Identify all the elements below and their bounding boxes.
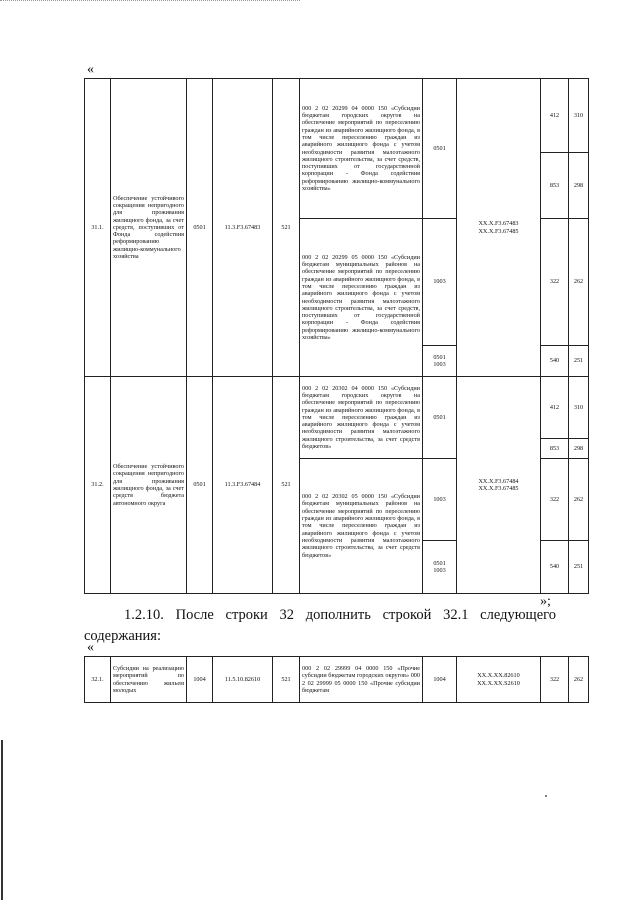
section-code: 1004: [423, 657, 457, 703]
value-cell: 262: [569, 657, 589, 703]
revenue-code: 000 2 02 20299 05 0000 150 «Субсидии бюджетам муниципальных районов на обеспечение мероприятий по переселению граждан из аварийного жилищного фонда, в том числе переселению граждан из аварийного жилищного фонда с учетом необходимости развития малоэтажного жилищного строительства, за счет средств, поступивших от государственной корпорации - Фонда содействия реформированию жилищно-коммунального хозяйства»: [300, 219, 423, 377]
value-cell: 412: [541, 79, 569, 153]
expense-type: 521: [273, 657, 300, 703]
value-cell: 853: [541, 153, 569, 219]
target-article: 11.3.F3.67484: [213, 377, 273, 594]
value-cell: 853: [541, 439, 569, 459]
value-cell: 310: [569, 377, 589, 439]
value-cell: 251: [569, 346, 589, 377]
amendment-line-2: содержания:: [84, 628, 162, 644]
value-cell: 262: [569, 219, 589, 346]
revenue-code: 000 2 02 20299 04 0000 150 «Субсидии бюджетам городских округов на обеспечение мероприятий по переселению граждан из аварийного жилищного фонда, в том числе переселению граждан из аварийного жилищного фонда с учетом необходимости развития малоэтажного жилищного строительства, за счет средств, поступивших от государственной корпорации - Фонда содействия реформированию жилищно-коммунального хозяйства»: [300, 79, 423, 219]
section-code: 1003: [423, 459, 457, 541]
code-pair: XX.X.XX.82610 XX.X.XX.S2610: [457, 657, 541, 703]
value-cell: 251: [569, 541, 589, 594]
razdel-code: 1004: [187, 657, 213, 703]
value-cell: 298: [569, 153, 589, 219]
close-quote: »;: [540, 594, 551, 609]
code-pair: XX.X.F3.67483 XX.X.F3.67485: [457, 79, 541, 377]
value-cell: 540: [541, 346, 569, 377]
scan-dot: [545, 795, 547, 797]
razdel-code: 0501: [187, 79, 213, 377]
revenue-code: 000 2 02 20302 04 0000 150 «Субсидии бюджетам городских округов на обеспечение мероприятий по переселению граждан из аварийного жилищного фонда, в том числе переселению граждан из аварийного жилищного фонда с учетом необходимости развития малоэтажного жилищного строительства, за счет средств бюджетов»: [300, 377, 423, 459]
row-number: 31.2.: [85, 377, 111, 594]
amendment-paragraph: [84, 605, 556, 647]
row-name: Обеспечение устойчивого сокращения непригодного для проживания жилищного фонда, за счет средств, поступивших от Фонда содействия реформированию жилищно-коммунального хозяйства: [111, 79, 187, 377]
section-code: 0501 1003: [423, 541, 457, 594]
expense-type: 521: [273, 377, 300, 594]
section-code: 1003: [423, 219, 457, 346]
section-code: 0501 1003: [423, 346, 457, 377]
row-name: Обеспечение устойчивого сокращения непригодного для проживания жилищного фонда, за счет средств бюджета автономного округа: [111, 377, 187, 594]
value-cell: 310: [569, 79, 589, 153]
value-cell: 322: [541, 219, 569, 346]
scan-margin-mark: [1, 740, 3, 900]
revenue-code: 000 2 02 20302 05 0000 150 «Субсидии бюджетам муниципальных районов на обеспечение мероприятий по переселению граждан из аварийного жилищного фонда, в том числе переселению граждан из аварийного жилищного фонда с учетом необходимости развития малоэтажного жилищного строительства, за счет средств бюджетов»: [300, 459, 423, 594]
razdel-code: 0501: [187, 377, 213, 594]
value-cell: 322: [541, 657, 569, 703]
open-quote: «: [87, 62, 94, 77]
row-name: Субсидии на реализацию мероприятий по обеспечению жильем молодых: [111, 657, 187, 703]
value-cell: 262: [569, 459, 589, 541]
new-row-table: [84, 656, 589, 703]
section-code: 0501: [423, 377, 457, 459]
target-article: 11.5.10.82610: [213, 657, 273, 703]
row-number: 32.1.: [85, 657, 111, 703]
code-pair: XX.X.F3.67484 XX.X.F3.67485: [457, 377, 541, 594]
open-quote: «: [87, 640, 94, 655]
expense-type: 521: [273, 79, 300, 377]
target-article: 11.3.F3.67483: [213, 79, 273, 377]
value-cell: 540: [541, 541, 569, 594]
value-cell: 322: [541, 459, 569, 541]
main-table: [84, 78, 589, 594]
amendment-line-1: 1.2.10. После строки 32 дополнить строкой 32.1 следующего: [124, 607, 556, 623]
revenue-code: 000 2 02 29999 04 0000 150 «Прочие субсидии бюджетам городских округов» 000 2 02 29999 05 0000 150 «Прочие субсидии бюджетам: [300, 657, 423, 703]
value-cell: 298: [569, 439, 589, 459]
scan-top-edge: [0, 0, 300, 5]
section-code: 0501: [423, 79, 457, 219]
value-cell: 412: [541, 377, 569, 439]
row-number: 31.1.: [85, 79, 111, 377]
